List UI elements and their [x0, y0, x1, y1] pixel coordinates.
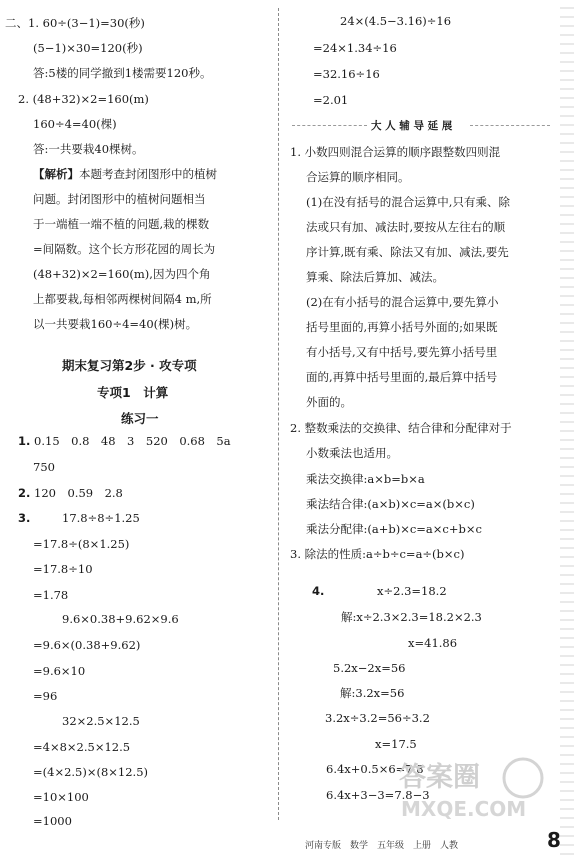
topic-title: 专项1 计算 — [97, 385, 169, 400]
p3-number: 3. — [18, 511, 31, 525]
p3-b1: 9.6×0.38+9.62×9.6 — [62, 612, 179, 626]
p3-line1 — [18, 511, 30, 526]
column-divider — [278, 8, 279, 820]
e1-line1: 1. 小数四则混合运算的顺序跟整数四则混 — [290, 145, 501, 159]
p3-b4: =96 — [33, 689, 58, 703]
e3-line1: 3. 除法的性质:a÷b÷c=a÷(b×c) — [290, 547, 465, 561]
p1-answers: 0.15 0.8 48 3 520 0.68 5a — [34, 434, 231, 448]
q4-b2: 解:3.2x=56 — [340, 686, 405, 700]
p3-c2: =4×8×2.5×12.5 — [33, 740, 131, 754]
q2-1-line1: 二、1. 60÷(3−1)=30(秒) — [5, 16, 145, 30]
e1-line4: 法或只有加、减法时,要按从左往右的顺 — [306, 220, 506, 234]
e2-line2: 小数乘法也适用。 — [306, 446, 398, 460]
analysis-line2: 问题。封闭图形中的植树问题相当 — [33, 192, 206, 206]
p1-line1 — [18, 434, 231, 449]
calc-line1: 24×(4.5−3.16)÷16 — [340, 14, 452, 28]
q4-number — [312, 584, 324, 599]
e1-line9: 有小括号,又有中括号,要先算小括号里 — [306, 345, 498, 359]
p3-a1: 17.8÷8÷1.25 — [62, 511, 140, 525]
p1-number: 1. — [18, 434, 31, 448]
analysis-line6: 上都要栽,每相邻两棵树间隔4 m,所 — [33, 292, 212, 306]
q4-a2: 解:x÷2.3×2.3=18.2×2.3 — [341, 610, 482, 624]
e1-line3: (1)在没有括号的混合运算中,只有乘、除 — [306, 195, 510, 209]
q4-b4: x=17.5 — [375, 737, 417, 751]
extension-rule-right — [470, 125, 550, 126]
calc-line4: =2.01 — [313, 93, 349, 107]
q4-c1: 6.4x+0.5×6=7.8 — [326, 762, 424, 776]
e1-line2: 合运算的顺序相同。 — [306, 170, 410, 184]
p3-c5: =1000 — [33, 814, 72, 828]
e2-line5: 乘法分配律:(a+b)×c=a×c+b×c — [306, 522, 482, 536]
analysis-line1 — [33, 167, 217, 182]
p2-number: 2. — [18, 486, 31, 500]
e1-line5: 序计算,既有乘、除法又有加、减法,要先 — [306, 245, 509, 259]
section-title: 期末复习第2步 · 攻专项 — [62, 358, 197, 373]
p3-c3: =(4×2.5)×(8×12.5) — [33, 765, 149, 779]
e1-line10: 面的,再算中括号里面的,最后算中括号 — [306, 370, 498, 384]
p3-b3: =9.6×10 — [33, 664, 86, 678]
q2-2-line1: 2. (48+32)×2=160(m) — [18, 92, 149, 106]
watermark-text: 答案圈 — [399, 762, 480, 793]
p3-c4: =10×100 — [33, 790, 89, 804]
e1-line6: 算乘、除法后算加、减法。 — [306, 270, 444, 284]
e1-line7: (2)在有小括号的混合运算中,要先算小 — [306, 295, 499, 309]
p2-line1 — [18, 486, 123, 501]
p3-a4: =1.78 — [33, 588, 69, 602]
q2-1-answer: 答:5楼的同学撤到1楼需要120秒。 — [33, 66, 212, 80]
p2-answers: 120 0.59 2.8 — [34, 486, 123, 500]
q2-2-line2: 160÷4=40(棵) — [33, 117, 117, 131]
analysis-line3: 于一端植一端不植的问题,栽的棵数 — [33, 217, 210, 231]
watermark-circle — [504, 759, 542, 797]
watermark-url: MXQE.COM — [401, 797, 527, 821]
footer-text: 河南专版 数学 五年级 上册 人教 — [305, 841, 459, 851]
page-edge — [560, 0, 574, 860]
page-number: 8 — [547, 828, 561, 852]
p1-line2: 750 — [33, 460, 55, 474]
p3-a3: =17.8÷10 — [33, 562, 93, 576]
analysis-line4: =间隔数。这个长方形花园的周长为 — [33, 242, 216, 256]
q4-b3: 3.2x÷3.2=56÷3.2 — [325, 711, 430, 725]
analysis-text1: 本题考查封闭图形中的植树 — [79, 167, 217, 181]
calc-line3: =32.16÷16 — [313, 67, 380, 81]
extension-title: 大 人 辅 导 延 展 — [371, 120, 453, 132]
p3-a2: =17.8÷(8×1.25) — [33, 537, 130, 551]
e2-line1: 2. 整数乘法的交换律、结合律和分配律对于 — [290, 421, 512, 435]
e1-line8: 括号里面的,再算小括号外面的;如果既 — [306, 320, 498, 334]
p3-c1: 32×2.5×12.5 — [62, 714, 140, 728]
analysis-line5: (48+32)×2=160(m),因为四个角 — [33, 267, 211, 281]
q4-c2: 6.4x+3−3=7.8−3 — [326, 788, 430, 802]
e2-line4: 乘法结合律:(a×b)×c=a×(b×c) — [306, 497, 475, 511]
q4-a3: x=41.86 — [408, 636, 458, 650]
e2-line3: 乘法交换律:a×b=b×a — [306, 472, 425, 486]
analysis-tag: 【解析】 — [33, 167, 79, 181]
q2-1-line2: (5−1)×30=120(秒) — [33, 41, 143, 55]
practice-title: 练习一 — [121, 411, 159, 426]
q4-b1: 5.2x−2x=56 — [333, 661, 406, 675]
p3-b2: =9.6×(0.38+9.62) — [33, 638, 141, 652]
analysis-line7: 以一共要栽160÷4=40(棵)树。 — [33, 317, 198, 331]
q2-2-answer: 答:一共要栽40棵树。 — [33, 142, 144, 156]
q4-num: 4. — [312, 584, 325, 598]
calc-line2: =24×1.34÷16 — [313, 41, 397, 55]
extension-rule-left — [292, 125, 367, 126]
q4-a1: x÷2.3=18.2 — [377, 584, 447, 598]
e1-line11: 外面的。 — [306, 395, 352, 409]
